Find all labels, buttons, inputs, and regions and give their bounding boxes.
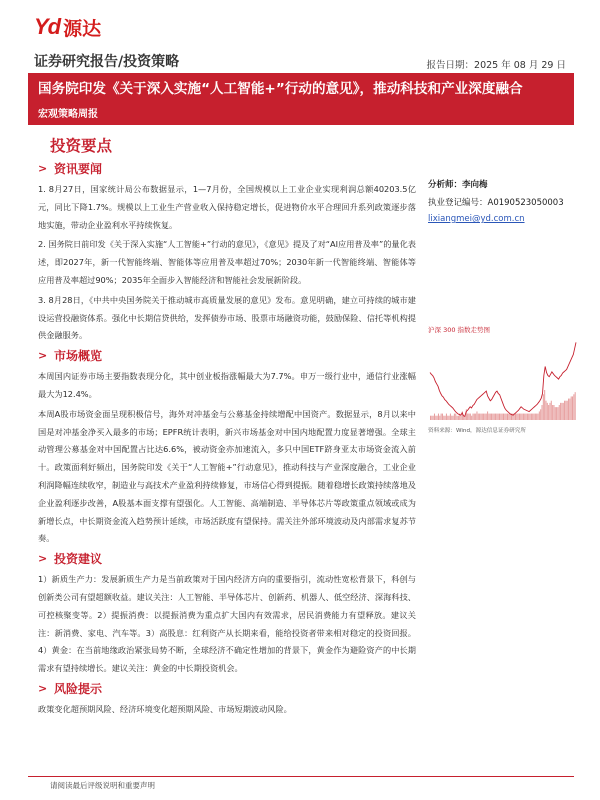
index-chart — [428, 325, 578, 423]
analyst-info — [428, 178, 578, 224]
volume-bar — [449, 416, 450, 420]
volume-bar — [569, 399, 570, 420]
brand-logo — [34, 12, 101, 42]
chart-source-note: 资料来源：Wind，源达信息证券研究所 — [428, 428, 526, 434]
volume-bar — [480, 414, 481, 420]
volume-bar — [496, 414, 497, 420]
logo-text: 源达 — [63, 17, 102, 40]
volume-bar — [457, 416, 458, 420]
volume-bar — [483, 414, 484, 420]
volume-bar — [445, 416, 446, 420]
volume-bar — [484, 414, 485, 420]
volume-bar — [441, 414, 442, 420]
volume-bar — [556, 407, 557, 420]
section-risk — [38, 680, 416, 719]
volume-bar — [461, 416, 462, 420]
volume-bar — [572, 396, 573, 420]
volume-bar — [474, 414, 475, 420]
volume-bar — [560, 403, 561, 420]
volume-bar — [515, 414, 516, 420]
volume-bar — [555, 407, 556, 420]
main-content — [38, 160, 416, 721]
volume-bar — [482, 414, 483, 420]
volume-bar — [431, 416, 432, 420]
arrow-right-icon: > — [38, 681, 48, 695]
report-title: 国务院印发《关于深入实施“人工智能+”行动的意见》，推动科技和产业深度融合 — [38, 81, 523, 97]
volume-bar — [539, 411, 540, 420]
logo-mark: Yd — [34, 14, 61, 39]
volume-bar — [508, 414, 509, 420]
volume-bar — [443, 416, 444, 420]
volume-bar — [470, 414, 471, 420]
volume-bar — [545, 401, 546, 420]
key-points-heading: 投资要点 — [50, 137, 113, 155]
volume-bar — [518, 414, 519, 420]
volume-bar — [527, 414, 528, 420]
volume-bar — [524, 414, 525, 420]
volume-bar — [557, 407, 558, 420]
volume-bar — [495, 414, 496, 420]
analyst-name: 分析师：李向梅 — [428, 180, 488, 190]
section-news — [38, 160, 416, 345]
volume-bar — [435, 416, 436, 420]
volume-bar — [522, 414, 523, 420]
volume-bar — [532, 414, 533, 420]
section-header — [38, 160, 416, 177]
report-date: 报告日期：2025 年 08 月 29 日 — [426, 60, 566, 71]
paragraph: 3. 8月28日，《中共中央国务院关于推动城市高质量发展的意见》发布。意见明确，建立可持续的城市建设运营投融资体系。强化中长期信贷供给，发挥债券市场、股票市场融资功能，鼓励保险、信托等机构提供金融服务。 — [38, 294, 416, 341]
section-market — [38, 347, 416, 548]
volume-bar — [568, 399, 569, 420]
paragraph: 本周A股市场资金面呈现积极信号，海外对冲基金与公募基金持续增配中国资产。数据显示，8月以来中国是对冲基金净买入最多的市场；EPFR统计表明，新兴市场基金对中国内地配置力度显著增强。全球主动管理公募基金对中国配置占比达6.6%，被动资金亦加速流入，多只中国ETF跻身亚太市场资金流入前十。政策面利好频出，国务院印发《关于“人工智能+”行动意见》，推动科技与产业深度融合，工业企业利润降幅连续收窄，制造业与高技术产业盈利持续修复，市场信心得到提振。随着稳增长政策持续落地及企业盈利逐步改善，A股基本面支撑有望强化。人工智能、高端制造、半导体芯片等政策重点领域或成为新增长点，中长期资金流入趋势预计延续，市场活跃度有望保持。需关注外部环境波动及内部需求复苏节奏。 — [38, 408, 416, 544]
volume-bar — [548, 405, 549, 420]
volume-bar — [430, 416, 431, 420]
volume-bar — [442, 414, 443, 420]
volume-bar — [523, 414, 524, 420]
volume-bar — [567, 401, 568, 420]
volume-bar — [438, 414, 439, 420]
section-header — [38, 550, 416, 567]
volume-bar — [551, 401, 552, 420]
volume-bar — [450, 414, 451, 420]
report-type: 证券研究报告/投资策略 — [34, 54, 180, 70]
volume-bar — [561, 403, 562, 420]
volume-bar — [549, 403, 550, 420]
volume-bar — [454, 414, 455, 420]
arrow-right-icon: > — [38, 349, 48, 363]
volume-bar — [498, 414, 499, 420]
volume-bar — [553, 405, 554, 420]
volume-bar — [519, 414, 520, 420]
volume-bar — [535, 414, 536, 420]
volume-bar — [559, 405, 560, 420]
volume-bar — [499, 414, 500, 420]
volume-bar — [453, 416, 454, 420]
analyst-email-link[interactable]: lixiangmei@yd.com.cn — [428, 214, 525, 224]
volume-bar — [468, 414, 469, 420]
section-title: 市场概览 — [54, 349, 103, 364]
volume-bar — [563, 403, 564, 420]
volume-bar — [500, 414, 501, 420]
paragraph: 1. 8月27日，国家统计局公布数据显示，1—7月份，全国规模以上工业企业实现利润总额40203.5亿元，同比下降1.7%。规模以上工业生产营业收入保持稳定增长，促进物价水平合理回升系列政策逐步落地实施，带动企业盈利水平持续恢复。 — [38, 184, 416, 230]
volume-bar — [507, 414, 508, 420]
volume-bar — [541, 405, 542, 420]
volume-bar — [540, 409, 541, 420]
volume-bar — [504, 414, 505, 420]
volume-bar — [467, 414, 468, 420]
paragraph: 2. 国务院日前印发《关于深入实施“人工智能+”行动的意见》，《意见》提及了对“AI应用普及率”的量化表述，即2027年，新一代智能终端、智能体等应用普及率超过70%；2030年新一代智能终端、智能体等应用普及率超过90%；2035年全面步入智能经济和智能社会发展新阶段。 — [38, 239, 416, 285]
volume-bar — [516, 414, 517, 420]
footer-disclaimer: 请阅读最后评级说明和重要声明 — [50, 781, 155, 790]
volume-bar — [547, 403, 548, 420]
volume-bar — [573, 394, 574, 420]
volume-bar — [479, 414, 480, 420]
volume-bar — [534, 414, 535, 420]
volume-bar — [552, 405, 553, 420]
volume-bar — [503, 414, 504, 420]
volume-bar — [575, 392, 576, 420]
volume-bar — [490, 414, 491, 420]
volume-bar — [565, 401, 566, 420]
volume-bar — [486, 414, 487, 420]
volume-bar — [458, 416, 459, 420]
volume-bar — [476, 411, 477, 420]
paragraph: 政策变化超预期风险、经济环境变化超预期风险、市场短期波动风险。 — [38, 703, 292, 714]
arrow-right-icon: > — [38, 552, 48, 566]
volume-bar — [455, 414, 456, 420]
chart-canvas — [428, 336, 578, 422]
section-header — [38, 680, 416, 697]
volume-bar — [506, 414, 507, 420]
volume-bar — [528, 414, 529, 420]
volume-bar — [487, 411, 488, 420]
volume-bar — [494, 414, 495, 420]
chart-title: 沪深 300 指数走势图 — [428, 326, 491, 334]
volume-bar — [543, 394, 544, 420]
section-title: 投资建议 — [54, 552, 103, 567]
paragraph: 1）新质生产力：发展新质生产力是当前政策对于国内经济方向的重要指引，流动性宽松背景下，科创与创新类公司有望超额收益。建议关注：人工智能、半导体芯片、创新药、机器人、低空经济、深海科技、可控核聚变等。2）提振消费：以提振消费为重点扩大国内有效需求，居民消费能力有望释放。建议关注：新消费、家电、汽车等。3）高股息：红利资产从长期来看，能给投资者带来相对稳定的投资回报。4）黄金：在当前地缘政治紧张局势不断，全球经济不确定性增加的背景下，黄金作为避险资产的中长期需求有望持续增长。建议关注：黄金的中长期投资机会。 — [38, 574, 416, 674]
footer-divider — [28, 776, 574, 777]
section-title: 资讯要闻 — [54, 162, 103, 176]
volume-bar — [536, 414, 537, 420]
volume-bar — [446, 414, 447, 420]
volume-bar — [439, 416, 440, 420]
report-subtitle: 宏观策略周报 — [38, 109, 98, 120]
volume-bar — [433, 416, 434, 420]
volume-bar — [471, 416, 472, 420]
volume-bar — [538, 414, 539, 420]
volume-bar — [492, 414, 493, 420]
volume-bar — [475, 414, 476, 420]
paragraph: 本周国内证券市场主要指数表现分化，其中创业板指涨幅最大为7.7%。申万一级行业中，通信行业涨幅最大为12.4%。 — [38, 371, 416, 399]
volume-bar — [502, 414, 503, 420]
volume-bar — [472, 414, 473, 420]
volume-bar — [530, 414, 531, 420]
volume-bar — [544, 390, 545, 420]
arrow-right-icon: > — [38, 162, 48, 175]
volume-bar — [531, 414, 532, 420]
volume-bar — [526, 414, 527, 420]
volume-bar — [520, 414, 521, 420]
volume-bar — [434, 414, 435, 420]
section-header — [38, 347, 416, 364]
volume-bar — [451, 416, 452, 420]
volume-bar — [564, 401, 565, 420]
volume-bar — [478, 414, 479, 420]
section-advice — [38, 550, 416, 678]
volume-bar — [488, 414, 489, 420]
volume-bar — [437, 416, 438, 420]
volume-bar — [571, 396, 572, 420]
title-bar — [28, 73, 574, 125]
section-title: 风险提示 — [54, 681, 103, 696]
analyst-registration: 执业登记编号：A0190523050003 — [428, 198, 564, 208]
volume-bar — [491, 414, 492, 420]
volume-bar — [447, 416, 448, 420]
